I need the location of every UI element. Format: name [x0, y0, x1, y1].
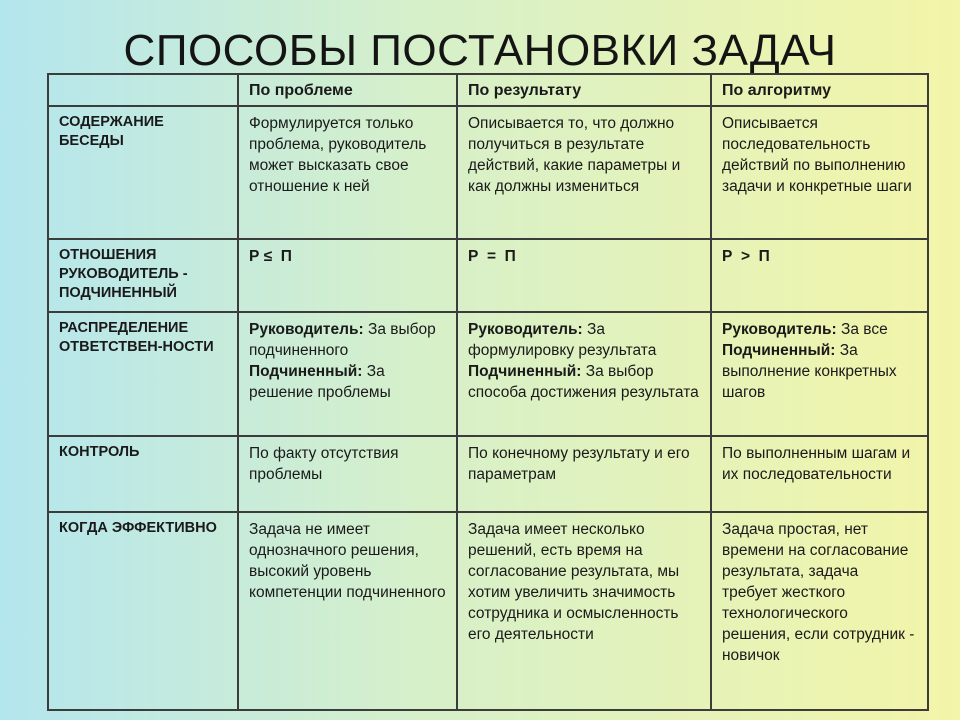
row-head-responsibility: РАСПРЕДЕЛЕНИЕ ОТВЕТСТВЕН-НОСТИ: [48, 312, 238, 436]
header-by-result: По результату: [457, 74, 711, 106]
cell-relations-by-result: Р = П: [457, 239, 711, 312]
leader-responsibility: [249, 319, 447, 361]
row-head-effective-when: КОГДА ЭФФЕКТИВНО: [48, 512, 238, 710]
header-by-algorithm: По алгоритму: [711, 74, 928, 106]
table-row-responsibility: [48, 312, 928, 436]
leader-responsibility: [722, 319, 918, 340]
cell-conversation-by-result: Описывается то, что должно получиться в результате действий, какие параметры и как должны измениться: [457, 106, 711, 239]
table-row-control: [48, 436, 928, 512]
row-head-conversation-content: СОДЕРЖАНИЕ БЕСЕДЫ: [48, 106, 238, 239]
leader-label: Руководитель:: [468, 321, 583, 338]
header-corner-cell: [48, 74, 238, 106]
subordinate-responsibility: [249, 361, 447, 403]
cell-effective-by-problem: Задача не имеет однозначного решения, высокий уровень компетенции подчиненного: [238, 512, 457, 710]
table-row-relations: [48, 239, 928, 312]
table-row-conversation-content: [48, 106, 928, 239]
leader-text: За все: [841, 321, 888, 338]
cell-relations-by-problem: Р ≤ П: [238, 239, 457, 312]
leader-responsibility: [468, 319, 701, 361]
row-head-control: КОНТРОЛЬ: [48, 436, 238, 512]
cell-control-by-problem: По факту отсутствия проблемы: [238, 436, 457, 512]
leader-label: Руководитель:: [249, 321, 364, 338]
cell-responsibility-by-algorithm: [711, 312, 928, 436]
comparison-table: [47, 73, 929, 711]
cell-effective-by-result: Задача имеет несколько решений, есть время на согласование результата, мы хотим увеличить значимость сотрудника и осмысленность его деятельности: [457, 512, 711, 710]
subordinate-text: За выполнение конкретных шагов: [722, 342, 897, 401]
row-head-relations: ОТНОШЕНИЯ РУКОВОДИТЕЛЬ - ПОДЧИНЕННЫЙ: [48, 239, 238, 312]
subordinate-label: Подчиненный:: [249, 363, 363, 380]
leader-text: За выбор подчиненного: [249, 321, 436, 359]
header-by-problem: По проблеме: [238, 74, 457, 106]
leader-text: За формулировку результата: [468, 321, 657, 359]
subordinate-responsibility: [722, 340, 918, 403]
header-row: [48, 74, 928, 106]
cell-effective-by-algorithm: Задача простая, нет времени на согласование результата, задача требует жесткого технологического решения, если сотрудник - новичок: [711, 512, 928, 710]
cell-conversation-by-problem: Формулируется только проблема, руководитель может высказать свое отношение к ней: [238, 106, 457, 239]
cell-responsibility-by-result: [457, 312, 711, 436]
subordinate-text: За выбор способа достижения результата: [468, 363, 699, 401]
cell-control-by-algorithm: По выполненным шагам и их последовательности: [711, 436, 928, 512]
cell-conversation-by-algorithm: Описывается последовательность действий по выполнению задачи и конкретные шаги: [711, 106, 928, 239]
cell-relations-by-algorithm: Р > П: [711, 239, 928, 312]
subordinate-label: Подчиненный:: [468, 363, 582, 380]
leader-label: Руководитель:: [722, 321, 837, 338]
subordinate-label: Подчиненный:: [722, 342, 836, 359]
table-row-effective-when: [48, 512, 928, 710]
subordinate-text: За решение проблемы: [249, 363, 391, 401]
cell-responsibility-by-problem: [238, 312, 457, 436]
page-title: СПОСОБЫ ПОСТАНОВКИ ЗАДАЧ: [123, 26, 837, 75]
cell-control-by-result: По конечному результату и его параметрам: [457, 436, 711, 512]
subordinate-responsibility: [468, 361, 701, 403]
